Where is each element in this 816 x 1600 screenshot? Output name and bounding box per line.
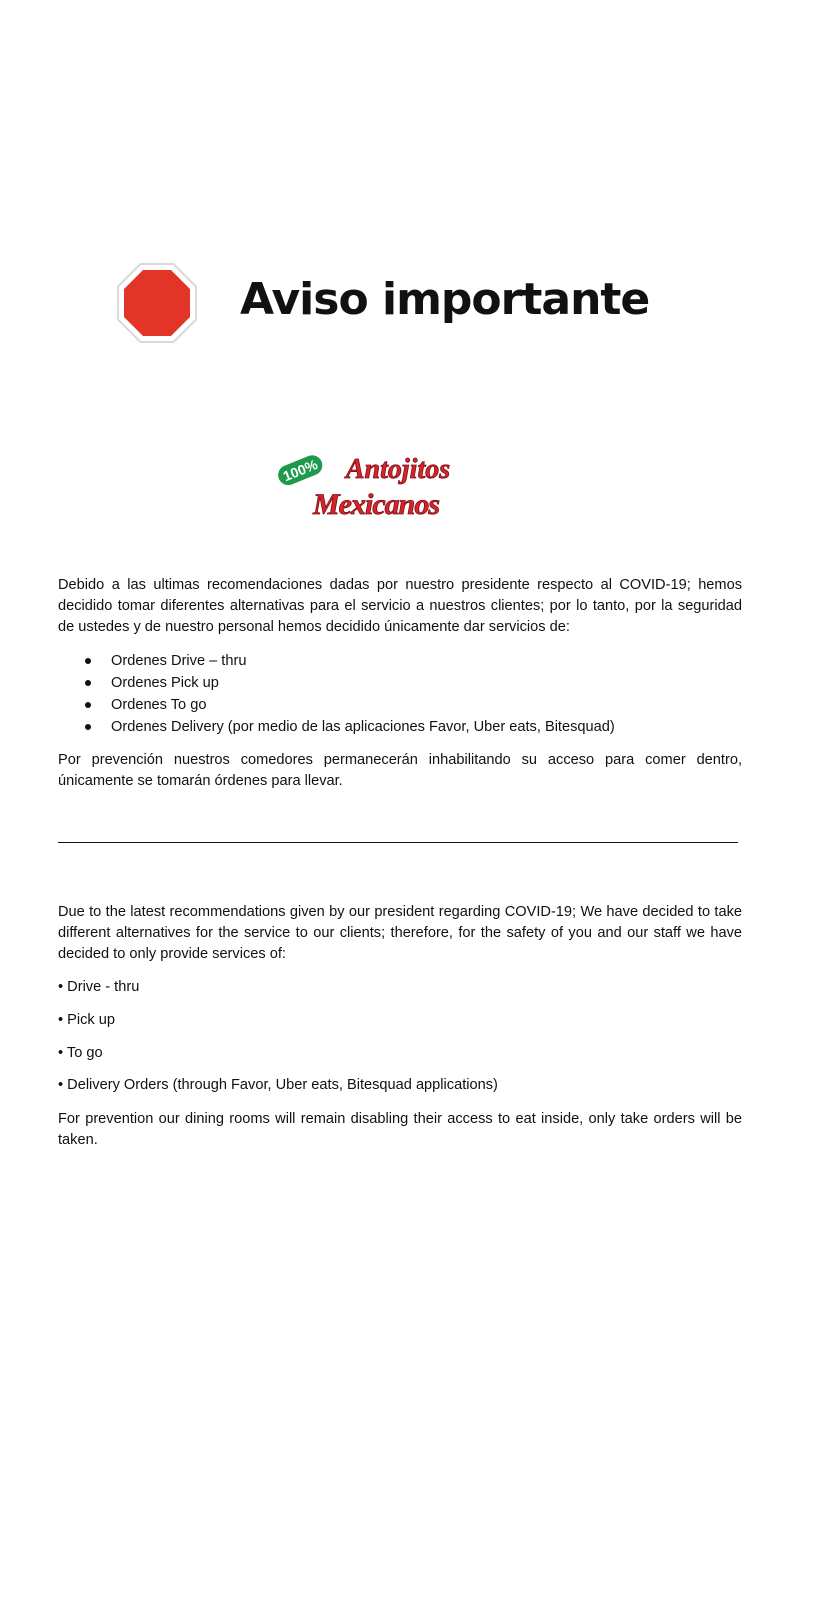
list-item: Ordenes Drive – thru	[58, 650, 742, 672]
svg-text:Mexicanos: Mexicanos	[313, 488, 439, 521]
svg-text:100%: 100%	[280, 456, 320, 485]
stop-sign-icon	[116, 262, 198, 344]
notice-header	[116, 262, 716, 344]
spanish-outro-paragraph: Por prevención nuestros comedores permanecerán inhabilitando su acceso para comer dentro, únicamente se tomarán órdenes para llevar.	[58, 752, 742, 789]
english-intro-paragraph: Due to the latest recommendations given by our president regarding COVID-19; We have decided to take different alternatives for the service to our clients; therefore, for the safety of you and our staff we have decided to only provide services of:	[58, 904, 742, 962]
section-divider	[58, 842, 738, 843]
bullet-icon	[85, 658, 91, 664]
list-item: • Delivery Orders (through Favor, Uber eats, Bitesquad applications)	[58, 1077, 498, 1093]
list-item: Ordenes Pick up	[58, 672, 742, 694]
spanish-intro-paragraph: Debido a las ultimas recomendaciones dadas por nuestro presidente respecto al COVID-19; hemos decidido tomar diferentes alternativas para el servicio a nuestros clientes; por lo tanto, por la seguridad de ustedes y de nuestro personal hemos decidido únicamente dar servicios de:	[58, 577, 742, 635]
list-item: Ordenes Delivery (por medio de las aplicaciones Favor, Uber eats, Bitesquad)	[58, 716, 742, 738]
spanish-service-list	[58, 650, 742, 738]
english-outro-paragraph: For prevention our dining rooms will remain disabling their access to eat inside, only take orders will be taken.	[58, 1111, 742, 1148]
list-item: • To go	[58, 1045, 103, 1061]
list-item: • Pick up	[58, 1012, 116, 1028]
bullet-icon	[85, 680, 91, 686]
bullet-icon	[85, 702, 91, 708]
list-item: Ordenes To go	[58, 694, 742, 716]
svg-text:Antojitos: Antojitos	[345, 454, 451, 485]
page-title: Aviso importante	[240, 274, 650, 325]
list-item: • Drive - thru	[58, 979, 140, 995]
antojitos-mexicanos-logo	[276, 448, 472, 526]
bullet-icon	[85, 724, 91, 730]
